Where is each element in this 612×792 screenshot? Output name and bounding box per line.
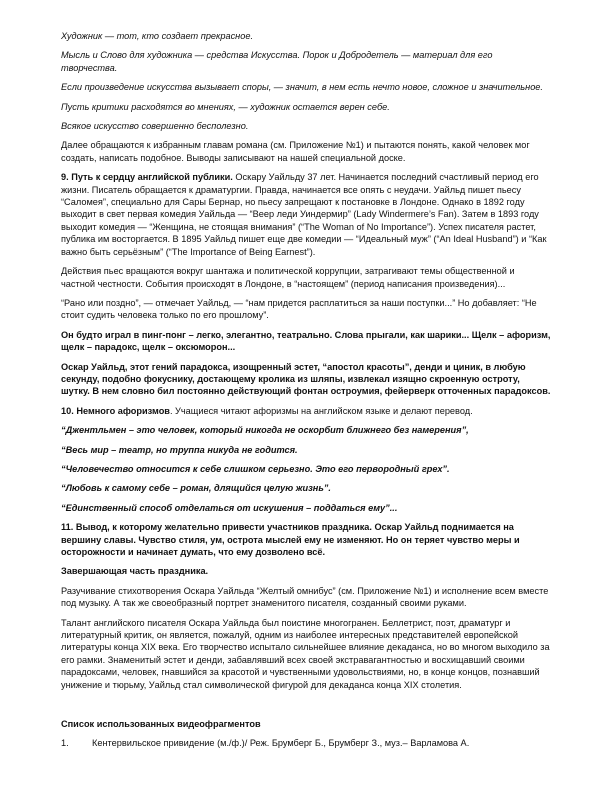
final-heading: Завершающая часть праздника. (61, 566, 209, 577)
quote-1: Художник — тот, кто создает прекрасное. (61, 31, 254, 41)
section-11: 11. Вывод, к которому желательно привести участников праздника. Оскар Уайльд поднимается на вершину славы. Чувство стиля, ум, острота мыслей ему не изменяют. Но он теряет чувство меры и осторожности и начинает думать, что ему дозволено всё. (61, 522, 520, 557)
section-9 (61, 171, 551, 258)
quote-5: Всякое искусство совершенно бесполезно. (61, 121, 249, 132)
section-10 (61, 405, 551, 417)
aphorism-1: “Джентльмен – это человек, который никогда не оскорбит ближнего без намерения”, (61, 425, 469, 436)
quote-4: Пусть критики расходятся во мнениях, — художник остается верен себе. (61, 101, 390, 112)
paragraph-late: “Рано или поздно”, — отмечает Уайльд, — “нам придется расплатиться за наши поступки...” Но добавляет: “Не стоит судить человека только по его прошлому”. (61, 297, 537, 321)
bold-pingpong: Он будто играл в пинг-понг – легко, элегантно, театрально. Слова прыгали, как шарики... Щелк – афоризм, щелк – парадокс, щелк – оксюморон... (61, 329, 551, 353)
document-page (61, 30, 551, 750)
aphorism-5: “Единственный способ отделаться от искушения – поддаться ему”... (61, 502, 398, 513)
section-10-heading: 10. Немного афоризмов (61, 405, 170, 416)
list-item (61, 737, 551, 749)
aphorism-3: “Человечество относится к себе слишком серьезно. Это его первородный грех”. (61, 463, 450, 474)
section-10-text: . Учащиеся читают афоризмы на английском языке и делают перевод. (169, 405, 473, 416)
bold-genius: Оскар Уайльд, этот гений парадокса, изощренный эстет, “апостол красоты”, денди и циник, в любую секунду, подобно фокуснику, достающему кролика из шляпы, извлекал изящно скроенную остроту, шутку. В нем словно бил постоянно действующий фонтан остроумия, фейерверк отточенных парадоксов. (61, 361, 551, 397)
list-item-text: Кентервильское привидение (м./ф.)/ Реж. Брумберг Б., Брумберг З., муз.– Варламова А. (92, 738, 470, 749)
aphorism-2: “Весь мир – театр, но труппа никуда не годится. (61, 444, 298, 455)
paragraph-poem: Разучивание стихотворения Оскара Уайльда “Желтый омнибус” (см. Приложение №1) и исполнение всем вместе под музыку. А так же своеобразный портрет знаменитого писателя, созданный своими руками. (61, 585, 549, 609)
paragraph-chapters: Далее обращаются к избранным главам романа (см. Приложение №1) и пытаются понять, какой человек мог создать, написать подобное. Выводы записывают на нашей специальной доске. (61, 140, 530, 163)
paragraph-talent: Талант английского писателя Оскара Уайльда был поистине многогранен. Беллетрист, поэт, драматург и литературный критик, он является, пожалуй, одним из наиболее интересных представителей европейской литературы конца XIX века. Его творчество испытало сильнейшее влияние декаданса, но во многом выходило за его рамки. Знаменитый эстет и денди, забавлявший всех своей экстравагантностью и восхищавший своими парадоксами, человек, гнавшийся за красотой и чувственными удовольствиями, но, в конце концов, познавший унижение и тюрьму, Уайльд стал символической фигурой для декаданса конца XIX столетия. (61, 617, 550, 690)
paragraph-action: Действия пьес вращаются вокруг шантажа и политической коррупции, затрагивают темы общественной и частной честности. События происходят в Лондоне, в “настоящем” (период написания произведения)... (61, 266, 515, 289)
video-list-heading: Список использованных видеофрагментов (61, 719, 261, 730)
list-item-number: 1. (61, 738, 69, 749)
section-9-heading: 9. Путь к сердцу английской публики. (61, 172, 233, 183)
spacer (61, 698, 551, 718)
video-list (61, 737, 551, 749)
quote-2: Мысль и Слово для художника — средства Искусства. Порок и Добродетель — материал для его творчества. (61, 50, 493, 73)
quote-3: Если произведение искусства вызывает споры, — значит, в нем есть нечто новое, сложное и значительное. (61, 82, 543, 93)
aphorism-4: “Любовь к самому себе – роман, длящийся целую жизнь”. (61, 483, 331, 494)
section-9-text: Оскару Уайльду 37 лет. Начинается последний счастливый период его жизни. Писатель обращается к драматургии. Правда, начинается все опять с неудачи. Уайльд пишет пьесу “Саломея”, специально для Сары Бернар, но пьесу запрещают к постановке в Лондоне. Однако в 1892 году выходит в свет первая комедия Уайльда — “Веер леди Уиндермир” (Lady Windermere’s Fan). Затем в 1893 году выходит комедия — “Женщина, не стоящая внимания” (“The Woman of No Importance”). Успех писателя растет, публика им восторгается. В 1895 Уайльд пишет еще две комедии — “Идеальный муж” (“An Ideal Husband”) и “Как важно быть серьёзным” (“The Importance of Being Earnest”). (61, 172, 547, 257)
